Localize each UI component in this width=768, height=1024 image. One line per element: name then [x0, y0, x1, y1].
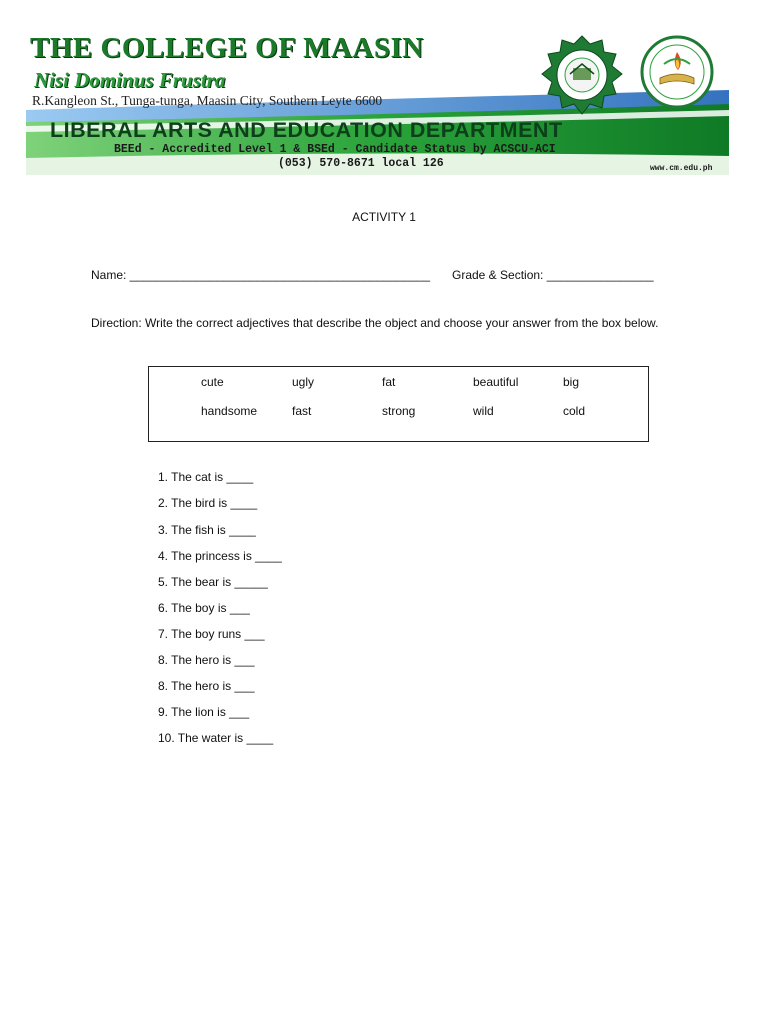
- word-option: handsome: [201, 404, 258, 418]
- word-box: [148, 366, 649, 442]
- word-option: ugly: [292, 375, 315, 389]
- department-seal-icon: [634, 34, 720, 110]
- word-option: wild: [473, 404, 494, 418]
- question-item: 10. The water is ____: [158, 731, 274, 745]
- question-item: 6. The boy is ___: [158, 601, 250, 615]
- question-item: 2. The bird is ____: [158, 496, 258, 510]
- question-item: 8. The hero is ___: [158, 653, 255, 667]
- word-option: beautiful: [473, 375, 519, 389]
- word-option: cute: [201, 375, 224, 389]
- direction-text: Direction: Write the correct adjectives that describe the object and choose your answer from the box below.: [91, 316, 659, 330]
- phone-number: (053) 570-8671 local 126: [278, 157, 444, 170]
- accreditation-text: BEEd - Accredited Level 1 & BSEd - Candidate Status by ACSCU-ACI: [114, 143, 556, 156]
- question-item: 1. The cat is ____: [158, 470, 254, 484]
- activity-title: ACTIVITY 1: [352, 210, 416, 224]
- question-item: 7. The boy runs ___: [158, 627, 265, 641]
- word-option: fat: [382, 375, 396, 389]
- website-url: www.cm.edu.ph: [650, 164, 713, 173]
- word-option: big: [563, 375, 580, 389]
- word-option: strong: [382, 404, 416, 418]
- question-item: 9. The lion is ___: [158, 705, 250, 719]
- college-motto: Nisi Dominus Frustra: [34, 68, 226, 92]
- question-item: 4. The princess is ____: [158, 549, 282, 563]
- name-field: Name: _____________________________________________: [91, 268, 430, 282]
- word-option: fast: [292, 404, 312, 418]
- letterhead: [26, 30, 729, 175]
- grade-section-field: Grade & Section: ________________: [452, 268, 654, 282]
- college-address: R.Kangleon St., Tunga-tunga, Maasin City, Southern Leyte 6600: [32, 93, 383, 108]
- question-item: 8. The hero is ___: [158, 679, 255, 693]
- word-option: cold: [563, 404, 586, 418]
- department-name: LIBERAL ARTS AND EDUCATION DEPARTMENT: [50, 118, 563, 142]
- college-name: THE COLLEGE OF MAASIN: [30, 32, 424, 64]
- question-item: 5. The bear is _____: [158, 575, 268, 589]
- college-seal-icon: [536, 34, 628, 118]
- question-item: 3. The fish is ____: [158, 523, 256, 537]
